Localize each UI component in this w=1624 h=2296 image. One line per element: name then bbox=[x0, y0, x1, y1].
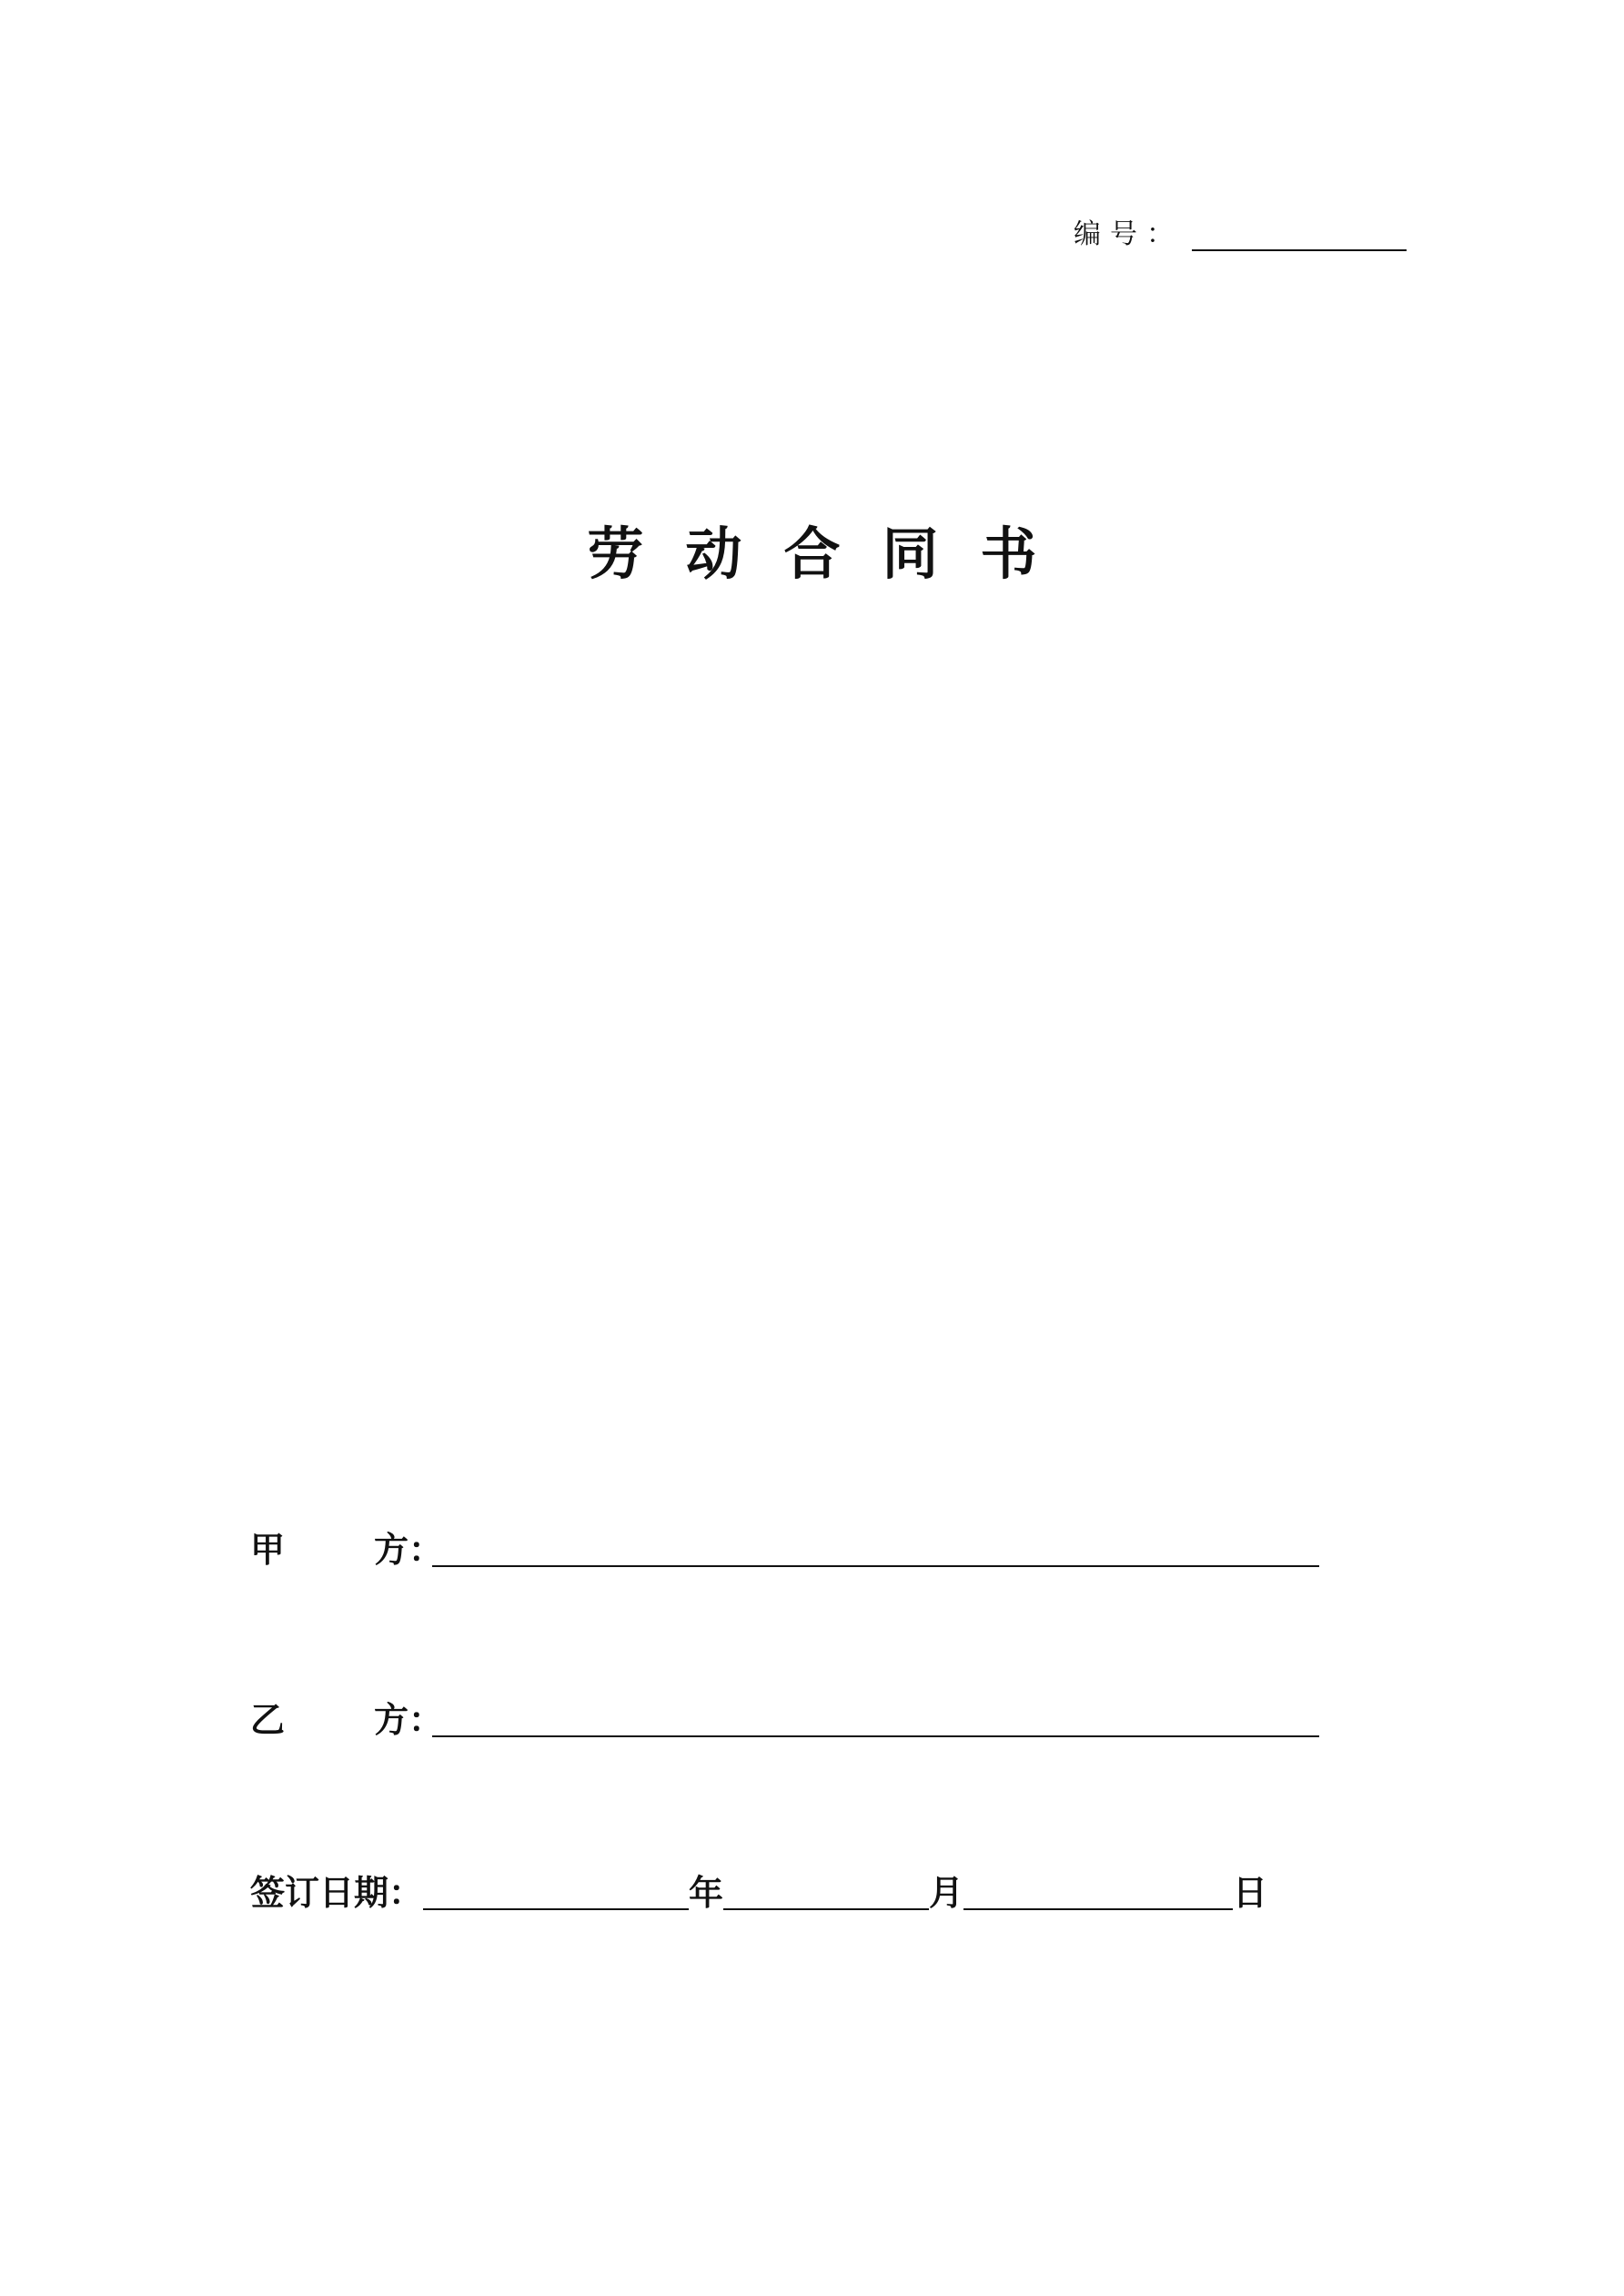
signing-day-blank[interactable] bbox=[963, 1872, 1233, 1910]
title-char: 劳 bbox=[587, 521, 644, 587]
title-char: 动 bbox=[685, 521, 742, 587]
party-b-colon: ： bbox=[409, 1699, 444, 1740]
signing-date-row bbox=[250, 1872, 1268, 1913]
serial-number-blank[interactable] bbox=[1192, 217, 1407, 251]
title-char: 合 bbox=[783, 521, 841, 587]
title-char: 书 bbox=[980, 521, 1037, 587]
signing-day-unit: 日 bbox=[1233, 1872, 1268, 1913]
party-b-blank[interactable] bbox=[432, 1699, 1319, 1737]
party-a-row bbox=[250, 1529, 1319, 1570]
party-b-label-first: 乙 bbox=[250, 1699, 286, 1740]
document-title bbox=[0, 521, 1624, 587]
party-a-label-second: 方 bbox=[374, 1529, 409, 1570]
signing-year-unit: 年 bbox=[689, 1872, 724, 1913]
serial-number-label: 编号： bbox=[1074, 218, 1183, 250]
title-char: 同 bbox=[882, 521, 939, 587]
signing-year-blank[interactable] bbox=[423, 1872, 689, 1910]
serial-number-row bbox=[1074, 211, 1407, 251]
signing-date-label: 签订日期： bbox=[250, 1872, 424, 1913]
signing-month-unit: 月 bbox=[929, 1872, 964, 1913]
signing-month-blank[interactable] bbox=[723, 1872, 929, 1910]
party-a-colon: ： bbox=[409, 1529, 444, 1570]
party-b-label-second: 方 bbox=[374, 1699, 409, 1740]
party-a-label-first: 甲 bbox=[250, 1529, 286, 1570]
party-b-row bbox=[250, 1699, 1319, 1740]
party-a-blank[interactable] bbox=[432, 1529, 1319, 1567]
